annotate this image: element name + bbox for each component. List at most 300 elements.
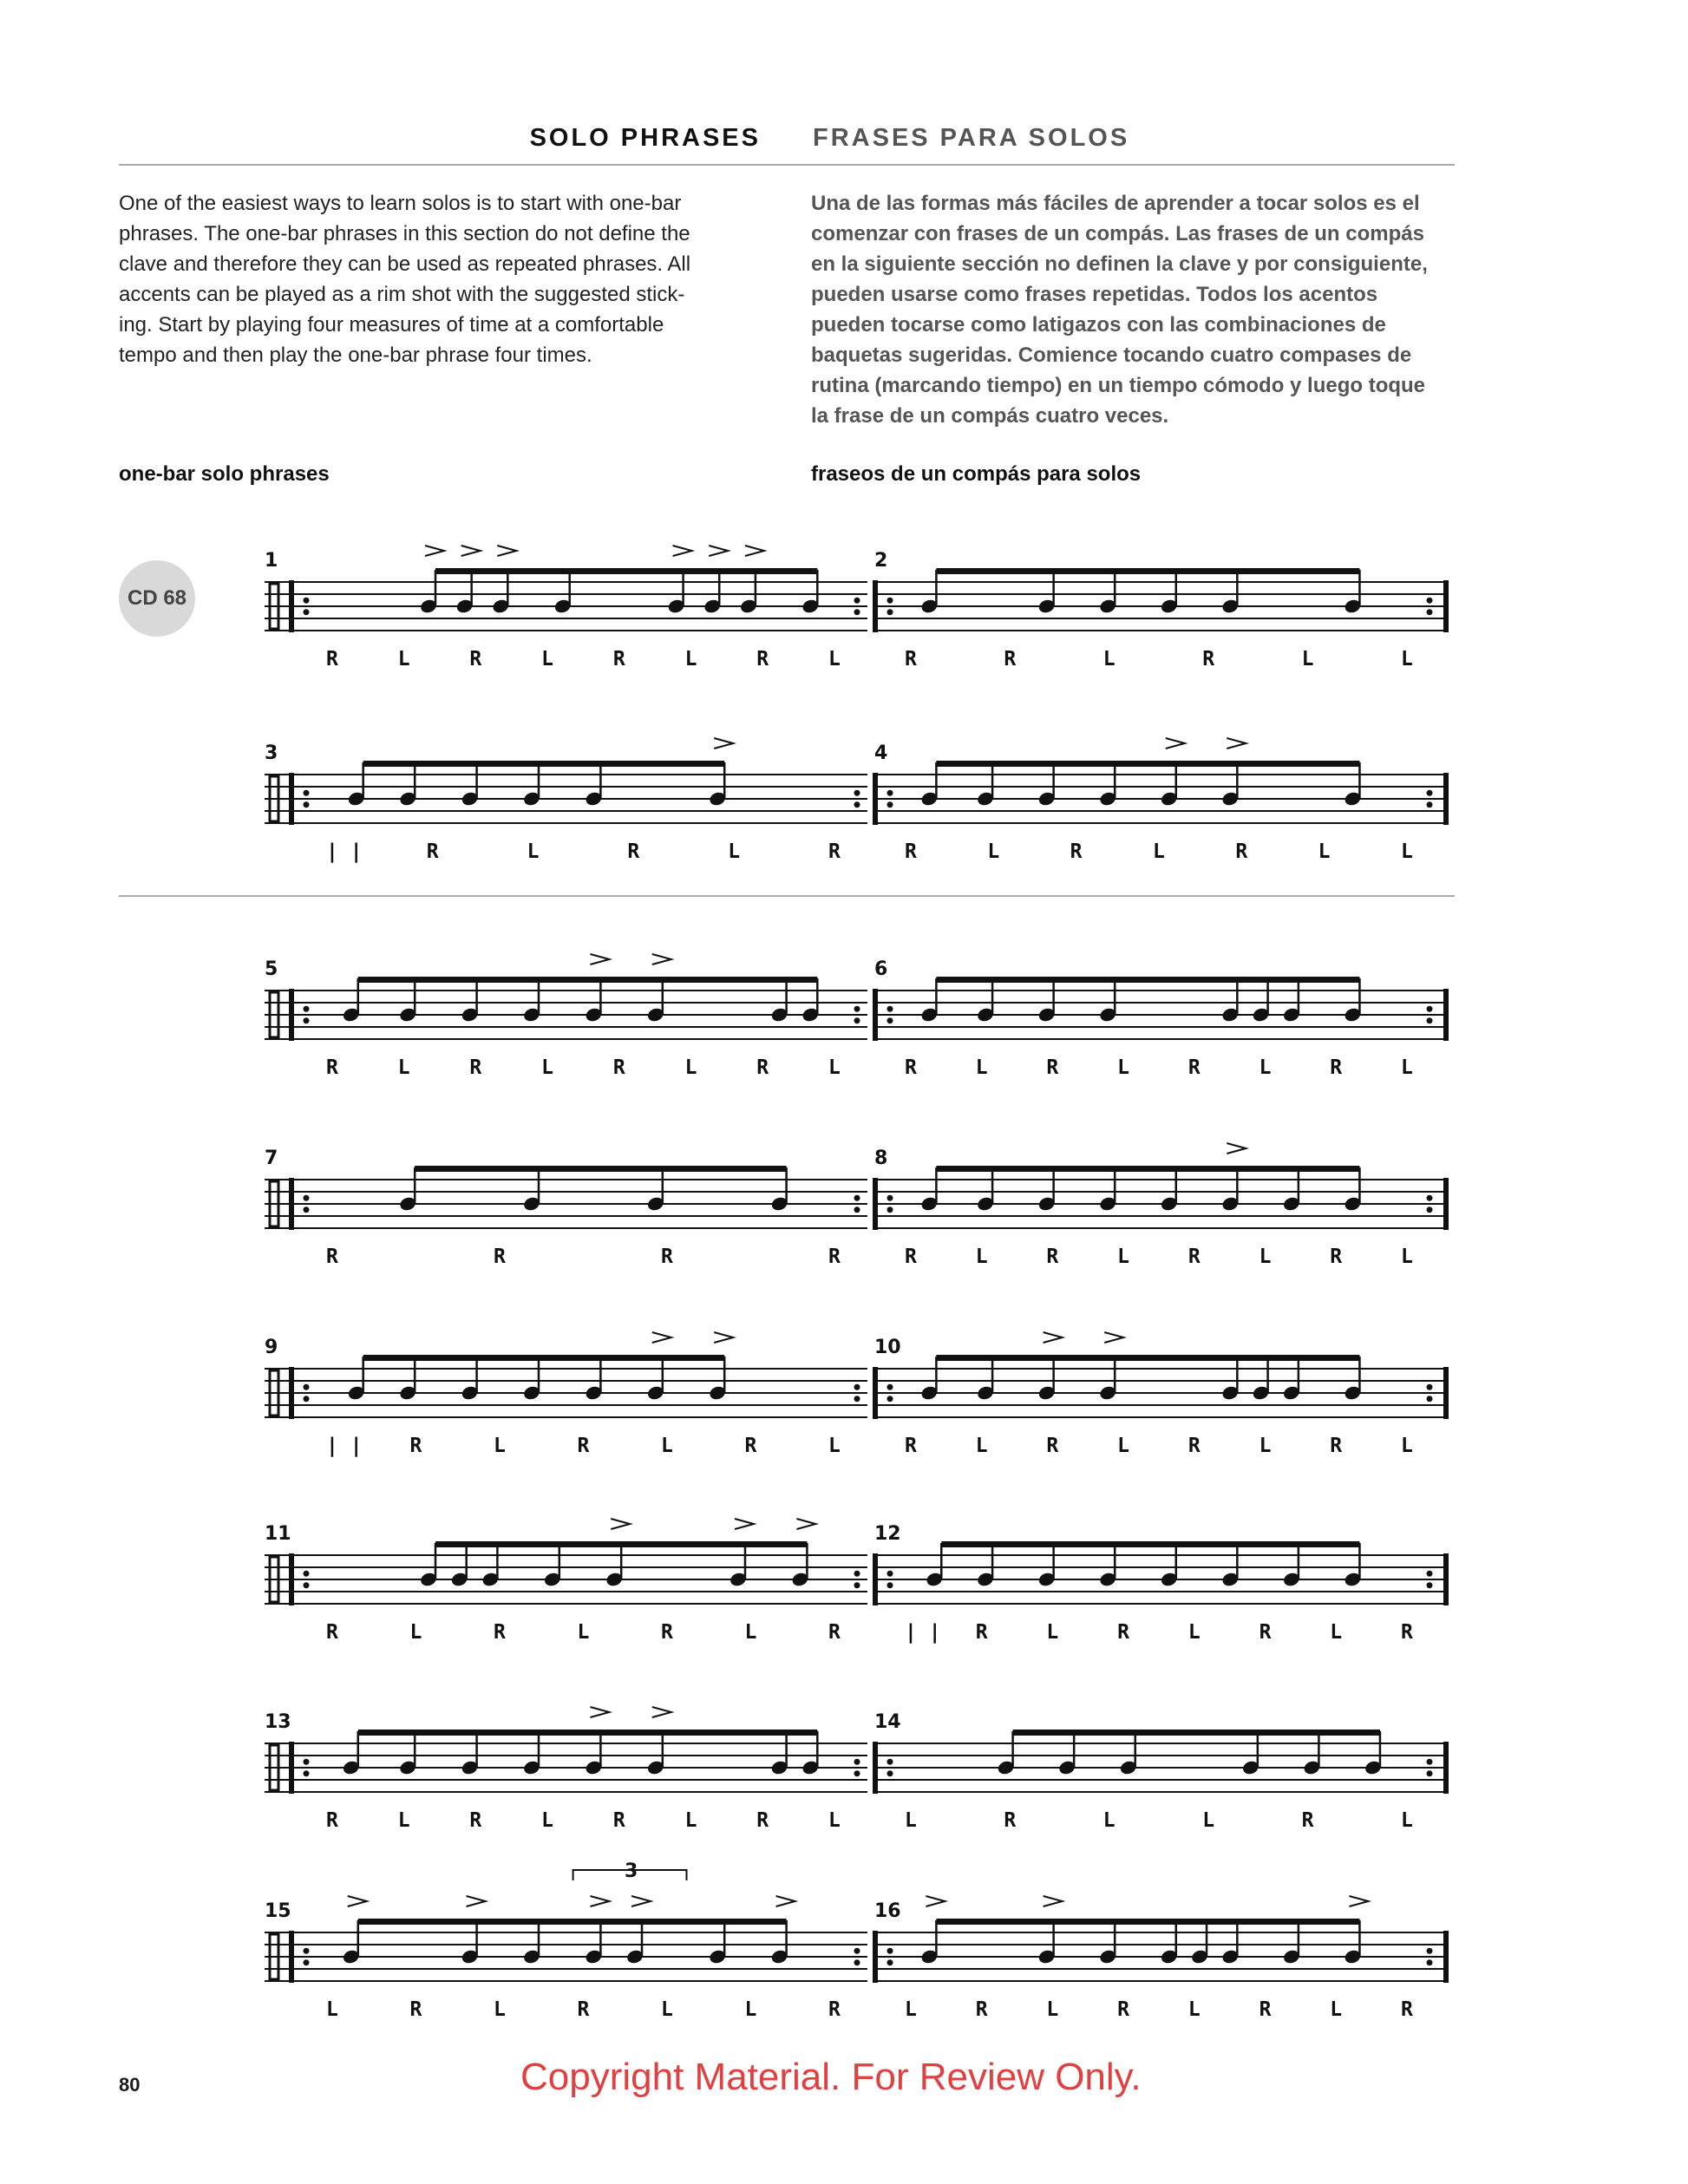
copyright-notice: Copyright Material. For Review Only. xyxy=(520,2056,1142,2098)
sticking-letter: R xyxy=(905,1056,917,1079)
sticking-letter: R xyxy=(326,1246,338,1268)
sticking-letter: L xyxy=(1259,1056,1272,1079)
repeat-dot xyxy=(304,598,310,604)
repeat-dot xyxy=(887,801,893,808)
sticking-letter: L xyxy=(905,1809,917,1832)
barline xyxy=(289,1742,294,1794)
repeat-dot xyxy=(854,1759,860,1765)
barline xyxy=(873,580,878,632)
sticking-letter: R xyxy=(1330,1056,1343,1079)
repeat-dot xyxy=(1427,1396,1433,1402)
final-barline xyxy=(1443,1742,1449,1794)
subheading-es: fraseos de un compás para solos xyxy=(811,462,1142,486)
sticking-letter: L xyxy=(987,840,1000,863)
repeat-dot xyxy=(304,790,310,796)
sticking-letter: R xyxy=(627,840,640,863)
repeat-dot xyxy=(1427,1571,1433,1577)
final-barline xyxy=(1443,580,1449,632)
phrase-14 xyxy=(873,1711,1449,1832)
sticking-letter: R xyxy=(744,1435,757,1457)
note-beam xyxy=(1013,1730,1380,1736)
phrase-8 xyxy=(873,1143,1449,1268)
sticking-letter: L xyxy=(1301,648,1314,670)
repeat-dot xyxy=(854,801,860,808)
sticking-letter: L xyxy=(541,1056,554,1079)
sticking-letter: R xyxy=(469,1809,482,1832)
repeat-dot xyxy=(854,609,860,615)
measure-number: 12 xyxy=(874,1523,901,1545)
measure-number: 13 xyxy=(265,1711,291,1733)
sticking-letter: R xyxy=(1004,648,1017,670)
sticking-letter: R xyxy=(426,840,439,863)
note-beam xyxy=(936,1355,1359,1361)
final-barline xyxy=(1443,989,1449,1041)
sticking-letter: L xyxy=(828,648,841,670)
accent-mark xyxy=(673,546,692,556)
accent-mark xyxy=(1227,1143,1246,1154)
sticking-letter: L xyxy=(1117,1056,1130,1079)
repeat-dot xyxy=(304,609,310,615)
sticking-letter: R xyxy=(469,1056,482,1079)
sticking-letter: L xyxy=(1401,1056,1413,1079)
sticking-letter: R xyxy=(828,1998,841,2021)
phrase-5 xyxy=(265,954,867,1079)
barline xyxy=(289,1931,294,1983)
phrase-11 xyxy=(265,1519,867,1644)
sticking-letter: R xyxy=(828,1621,841,1644)
repeat-dot xyxy=(1427,801,1433,808)
measure-number: 6 xyxy=(874,958,888,980)
sticking-letter: R xyxy=(1187,1056,1201,1079)
sticking-letter: L xyxy=(577,1621,590,1644)
final-barline xyxy=(1443,1367,1449,1419)
sticking-letter: R xyxy=(1187,1435,1201,1457)
sticking-letter: R xyxy=(975,1621,988,1644)
note-beam xyxy=(363,761,725,767)
barline xyxy=(873,1367,878,1419)
final-barline xyxy=(1443,1553,1449,1605)
barline xyxy=(289,989,294,1041)
final-barline xyxy=(1443,773,1449,825)
sticking-letter: L xyxy=(1401,1435,1413,1457)
measure-number: 4 xyxy=(874,742,888,764)
repeat-dot xyxy=(1427,1948,1433,1954)
sticking-letter: R xyxy=(612,1056,625,1079)
accent-mark xyxy=(467,1896,486,1906)
accent-mark xyxy=(1349,1896,1368,1906)
phrase-1 xyxy=(265,546,867,670)
sticking-letter: R xyxy=(1202,648,1215,670)
measure-number: 5 xyxy=(265,958,278,980)
phrase-10 xyxy=(873,1332,1449,1457)
barline xyxy=(289,1178,294,1230)
sticking-letter: R xyxy=(1004,1809,1017,1832)
sticking-letter: R xyxy=(1330,1435,1343,1457)
accent-mark xyxy=(776,1896,795,1906)
repeat-dot xyxy=(304,1396,310,1402)
sticking-letter: L xyxy=(409,1621,422,1644)
note-beam xyxy=(358,977,818,983)
accent-mark xyxy=(709,546,728,556)
measure-number: 14 xyxy=(874,1711,901,1733)
repeat-dot xyxy=(304,1759,310,1765)
sticking-letter: L xyxy=(1401,840,1413,863)
repeat-dot xyxy=(854,1948,860,1954)
repeat-dot xyxy=(854,1582,860,1588)
sticking-letter: R xyxy=(661,1246,673,1268)
phrase-12 xyxy=(873,1523,1449,1644)
intro-line: ing. Start by playing four measures of time at a comfortable xyxy=(119,313,664,337)
page-number: 80 xyxy=(119,2074,141,2096)
sticking-letter: L xyxy=(1046,1998,1059,2021)
intro-line: en la siguiente sección no definen la clave y por consiguiente, xyxy=(811,252,1428,276)
sticking-letter: R xyxy=(828,1246,841,1268)
measure-number: 11 xyxy=(265,1523,291,1545)
repeat-dot xyxy=(304,1582,310,1588)
sticking-letter: R xyxy=(1187,1246,1201,1268)
sticking-letter: L xyxy=(1187,1621,1201,1644)
sticking-letter: L xyxy=(527,840,540,863)
sticking-letter: R xyxy=(905,1435,917,1457)
sticking-letter: R xyxy=(494,1246,506,1268)
measure-number: 3 xyxy=(265,742,278,764)
phrase-3 xyxy=(265,738,867,863)
sticking-letter: L xyxy=(744,1998,757,2021)
note-beam xyxy=(363,1355,725,1361)
repeat-dot xyxy=(304,801,310,808)
sticking-letter: L xyxy=(975,1056,988,1079)
repeat-dot xyxy=(1427,1195,1433,1201)
sticking-letter: R xyxy=(756,648,769,670)
repeat-dot xyxy=(854,1396,860,1402)
sticking-letter: | | xyxy=(326,840,363,863)
intro-line: tempo and then play the one-bar phrase four times. xyxy=(119,343,592,367)
sticking-letter: R xyxy=(661,1621,673,1644)
phrase-15 xyxy=(265,1860,867,2021)
repeat-dot xyxy=(1427,1582,1433,1588)
barline xyxy=(873,1553,878,1605)
repeat-dot xyxy=(304,1770,310,1776)
subheading-en: one-bar solo phrases xyxy=(119,462,330,486)
repeat-dot xyxy=(887,1571,893,1577)
repeat-dot xyxy=(887,1582,893,1588)
sticking-letter: L xyxy=(1401,1809,1413,1832)
intro-line: comenzar con frases de un compás. Las frases de un compás xyxy=(811,222,1424,245)
sticking-letter: R xyxy=(326,648,338,670)
sticking-letter: L xyxy=(1330,1998,1343,2021)
note-beam xyxy=(936,1166,1359,1172)
sticking-letter: L xyxy=(905,1998,917,2021)
accent-mark xyxy=(611,1519,630,1529)
intro-line: Una de las formas más fáciles de aprender a tocar solos es el xyxy=(811,192,1420,215)
accent-mark xyxy=(796,1519,815,1529)
sticking-letter: R xyxy=(409,1998,422,2021)
repeat-dot xyxy=(887,598,893,604)
repeat-dot xyxy=(887,609,893,615)
phrase-6 xyxy=(873,958,1449,1079)
sticking-letter: L xyxy=(975,1435,988,1457)
repeat-dot xyxy=(887,1206,893,1213)
accent-mark xyxy=(348,1896,367,1906)
accent-mark xyxy=(745,546,764,556)
accent-mark xyxy=(714,1332,733,1343)
repeat-dot xyxy=(887,1396,893,1402)
sticking-letter: R xyxy=(975,1998,988,2021)
sticking-letter: L xyxy=(684,1056,697,1079)
sticking-letter: R xyxy=(326,1809,338,1832)
intro-line: phrases. The one-bar phrases in this section do not define the xyxy=(119,222,690,245)
repeat-dot xyxy=(304,1195,310,1201)
accent-mark xyxy=(631,1896,651,1906)
sticking-letter: R xyxy=(1070,840,1083,863)
accent-mark xyxy=(652,1332,671,1343)
measure-number: 9 xyxy=(265,1337,278,1358)
barline xyxy=(289,1367,294,1419)
sticking-letter: L xyxy=(661,1435,673,1457)
intro-line: pueden usarse como frases repetidas. Todos los acentos xyxy=(811,283,1378,306)
phrase-4 xyxy=(873,738,1449,863)
accent-mark xyxy=(1166,738,1185,749)
repeat-dot xyxy=(854,1206,860,1213)
phrase-2 xyxy=(873,550,1449,670)
note-beam xyxy=(415,1166,786,1172)
measure-number: 16 xyxy=(874,1900,901,1922)
sticking-letter: L xyxy=(1102,648,1116,670)
repeat-dot xyxy=(854,1384,860,1390)
note-beam xyxy=(936,761,1359,767)
sticking-letter: R xyxy=(612,1809,625,1832)
sticking-letter: L xyxy=(828,1809,841,1832)
cd-track-badge: CD 68 xyxy=(119,560,195,637)
phrase-16 xyxy=(873,1896,1449,2021)
note-beam xyxy=(435,568,817,574)
sticking-letter: R xyxy=(1046,1056,1059,1079)
barline xyxy=(289,773,294,825)
repeat-dot xyxy=(887,1959,893,1965)
accent-mark xyxy=(590,1707,609,1717)
repeat-dot xyxy=(854,1017,860,1023)
accent-mark xyxy=(926,1896,945,1906)
barline xyxy=(873,1178,878,1230)
sticking-letter: R xyxy=(1117,1621,1130,1644)
repeat-dot xyxy=(1427,609,1433,615)
repeat-dot xyxy=(854,790,860,796)
repeat-dot xyxy=(854,1006,860,1012)
note-beam xyxy=(435,1541,807,1547)
sticking-letter: L xyxy=(828,1435,841,1457)
note-beam xyxy=(936,568,1359,574)
sticking-letter: R xyxy=(577,1998,590,2021)
sticking-letter: L xyxy=(1117,1435,1130,1457)
accent-mark xyxy=(497,546,516,556)
sticking-letter: R xyxy=(1401,1998,1413,2021)
sticking-letter: R xyxy=(828,840,841,863)
sticking-letter: L xyxy=(1401,648,1413,670)
repeat-dot xyxy=(304,1959,310,1965)
sticking-letter: L xyxy=(397,1809,410,1832)
sticking-letter: L xyxy=(975,1246,988,1268)
sticking-letter: L xyxy=(744,1621,757,1644)
repeat-dot xyxy=(854,598,860,604)
repeat-dot xyxy=(1427,1384,1433,1390)
barline xyxy=(873,989,878,1041)
sticking-letter: R xyxy=(1259,1998,1272,2021)
sticking-letter: L xyxy=(1153,840,1165,863)
sticking-letter: R xyxy=(905,648,917,670)
repeat-dot xyxy=(887,790,893,796)
sticking-letter: R xyxy=(409,1435,422,1457)
accent-mark xyxy=(590,954,609,964)
barline xyxy=(873,1931,878,1983)
sticking-letter: R xyxy=(326,1621,338,1644)
sticking-letter: L xyxy=(828,1056,841,1079)
measure-number: 2 xyxy=(874,550,888,572)
measure-number: 7 xyxy=(265,1148,278,1169)
barline xyxy=(289,580,294,632)
sticking-letter: L xyxy=(1046,1621,1059,1644)
sticking-letter: L xyxy=(541,1809,554,1832)
sticking-letter: R xyxy=(1330,1246,1343,1268)
sticking-letter: R xyxy=(756,1809,769,1832)
repeat-dot xyxy=(1427,1759,1433,1765)
accent-mark xyxy=(1044,1896,1063,1906)
sticking-letter: L xyxy=(661,1998,673,2021)
note-beam xyxy=(358,1919,787,1925)
intro-line: clave and therefore they can be used as repeated phrases. All xyxy=(119,252,691,276)
sticking-letter: R xyxy=(1117,1998,1130,2021)
sticking-letter: L xyxy=(326,1998,338,2021)
sticking-letter: R xyxy=(1259,1621,1272,1644)
sticking-letter: R xyxy=(469,648,482,670)
sticking-letter: L xyxy=(541,648,554,670)
repeat-dot xyxy=(1427,1770,1433,1776)
intro-line: One of the easiest ways to learn solos is to start with one-bar xyxy=(119,192,682,215)
repeat-dot xyxy=(304,1948,310,1954)
sticking-letter: L xyxy=(1187,1998,1201,2021)
measure-number: 15 xyxy=(265,1900,291,1922)
repeat-dot xyxy=(1427,1206,1433,1213)
sticking-letter: L xyxy=(728,840,741,863)
repeat-dot xyxy=(854,1195,860,1201)
sticking-letter: R xyxy=(905,1246,917,1268)
phrase-9 xyxy=(265,1332,867,1457)
sticking-letter: R xyxy=(612,648,625,670)
repeat-dot xyxy=(887,1017,893,1023)
sticking-letter: L xyxy=(397,648,410,670)
repeat-dot xyxy=(1427,790,1433,796)
repeat-dot xyxy=(887,1759,893,1765)
note-beam xyxy=(936,1919,1359,1925)
sticking-letter: L xyxy=(1102,1809,1116,1832)
sticking-letter: R xyxy=(1301,1809,1314,1832)
accent-mark xyxy=(1227,738,1246,749)
phrase-7 xyxy=(265,1148,867,1268)
repeat-dot xyxy=(887,1770,893,1776)
measure-number: 8 xyxy=(874,1148,888,1169)
measure-number: 1 xyxy=(265,550,278,572)
repeat-dot xyxy=(304,1006,310,1012)
accent-mark xyxy=(590,1896,609,1906)
sticking-letter: L xyxy=(1259,1246,1272,1268)
repeat-dot xyxy=(1427,598,1433,604)
sticking-letter: R xyxy=(1235,840,1248,863)
sticking-letter: R xyxy=(1046,1246,1059,1268)
repeat-dot xyxy=(854,1770,860,1776)
repeat-dot xyxy=(1427,1017,1433,1023)
repeat-dot xyxy=(304,1384,310,1390)
repeat-dot xyxy=(887,1384,893,1390)
triplet-number: 3 xyxy=(625,1860,638,1882)
measure-number: 10 xyxy=(874,1337,901,1358)
repeat-dot xyxy=(304,1017,310,1023)
accent-mark xyxy=(652,954,671,964)
sticking-letter: L xyxy=(684,648,697,670)
sticking-letter: L xyxy=(494,1435,506,1457)
sticking-letter: R xyxy=(326,1056,338,1079)
barline xyxy=(289,1553,294,1605)
sticking-letter: L xyxy=(1330,1621,1343,1644)
phrase-13 xyxy=(265,1707,867,1832)
sticking-letter: | | xyxy=(326,1435,363,1457)
note-beam xyxy=(358,1730,818,1736)
title-en: SOLO PHRASES xyxy=(529,124,761,152)
intro-line: accents can be played as a rim shot with the suggested stick- xyxy=(119,283,685,306)
sticking-letter: R xyxy=(1046,1435,1059,1457)
sticking-letter: L xyxy=(1318,840,1331,863)
note-beam xyxy=(936,977,1359,983)
sticking-letter: L xyxy=(1401,1246,1413,1268)
accent-mark xyxy=(714,738,733,749)
repeat-dot xyxy=(887,1195,893,1201)
accent-mark xyxy=(735,1519,754,1529)
intro-line: rutina (marcando tiempo) en un tiempo cómodo y luego toque xyxy=(811,374,1426,397)
repeat-dot xyxy=(887,1006,893,1012)
repeat-dot xyxy=(854,1959,860,1965)
final-barline xyxy=(1443,1178,1449,1230)
intro-line: la frase de un compás cuatro veces. xyxy=(811,404,1169,428)
accent-mark xyxy=(1104,1332,1123,1343)
sticking-letter: | | xyxy=(905,1621,941,1644)
sticking-letter: L xyxy=(1202,1809,1215,1832)
sticking-letter: R xyxy=(494,1621,506,1644)
repeat-dot xyxy=(1427,1959,1433,1965)
sticking-letter: L xyxy=(397,1056,410,1079)
sticking-letter: L xyxy=(1259,1435,1272,1457)
accent-mark xyxy=(652,1707,671,1717)
repeat-dot xyxy=(304,1571,310,1577)
sticking-letter: R xyxy=(577,1435,590,1457)
final-barline xyxy=(1443,1931,1449,1983)
intro-line: pueden tocarse como latigazos con las combinaciones de xyxy=(811,313,1386,337)
sticking-letter: L xyxy=(684,1809,697,1832)
title-es: FRASES PARA SOLOS xyxy=(813,124,1130,152)
intro-line: baquetas sugeridas. Comience tocando cuatro compases de xyxy=(811,343,1412,367)
accent-mark xyxy=(461,546,481,556)
barline xyxy=(873,773,878,825)
repeat-dot xyxy=(854,1571,860,1577)
sticking-letter: R xyxy=(756,1056,769,1079)
sticking-letter: L xyxy=(1117,1246,1130,1268)
repeat-dot xyxy=(887,1948,893,1954)
accent-mark xyxy=(425,546,444,556)
sticking-letter: L xyxy=(494,1998,506,2021)
repeat-dot xyxy=(1427,1006,1433,1012)
note-beam xyxy=(941,1541,1359,1547)
repeat-dot xyxy=(304,1206,310,1213)
barline xyxy=(873,1742,878,1794)
sticking-letter: R xyxy=(905,840,917,863)
sticking-letter: R xyxy=(1401,1621,1413,1644)
